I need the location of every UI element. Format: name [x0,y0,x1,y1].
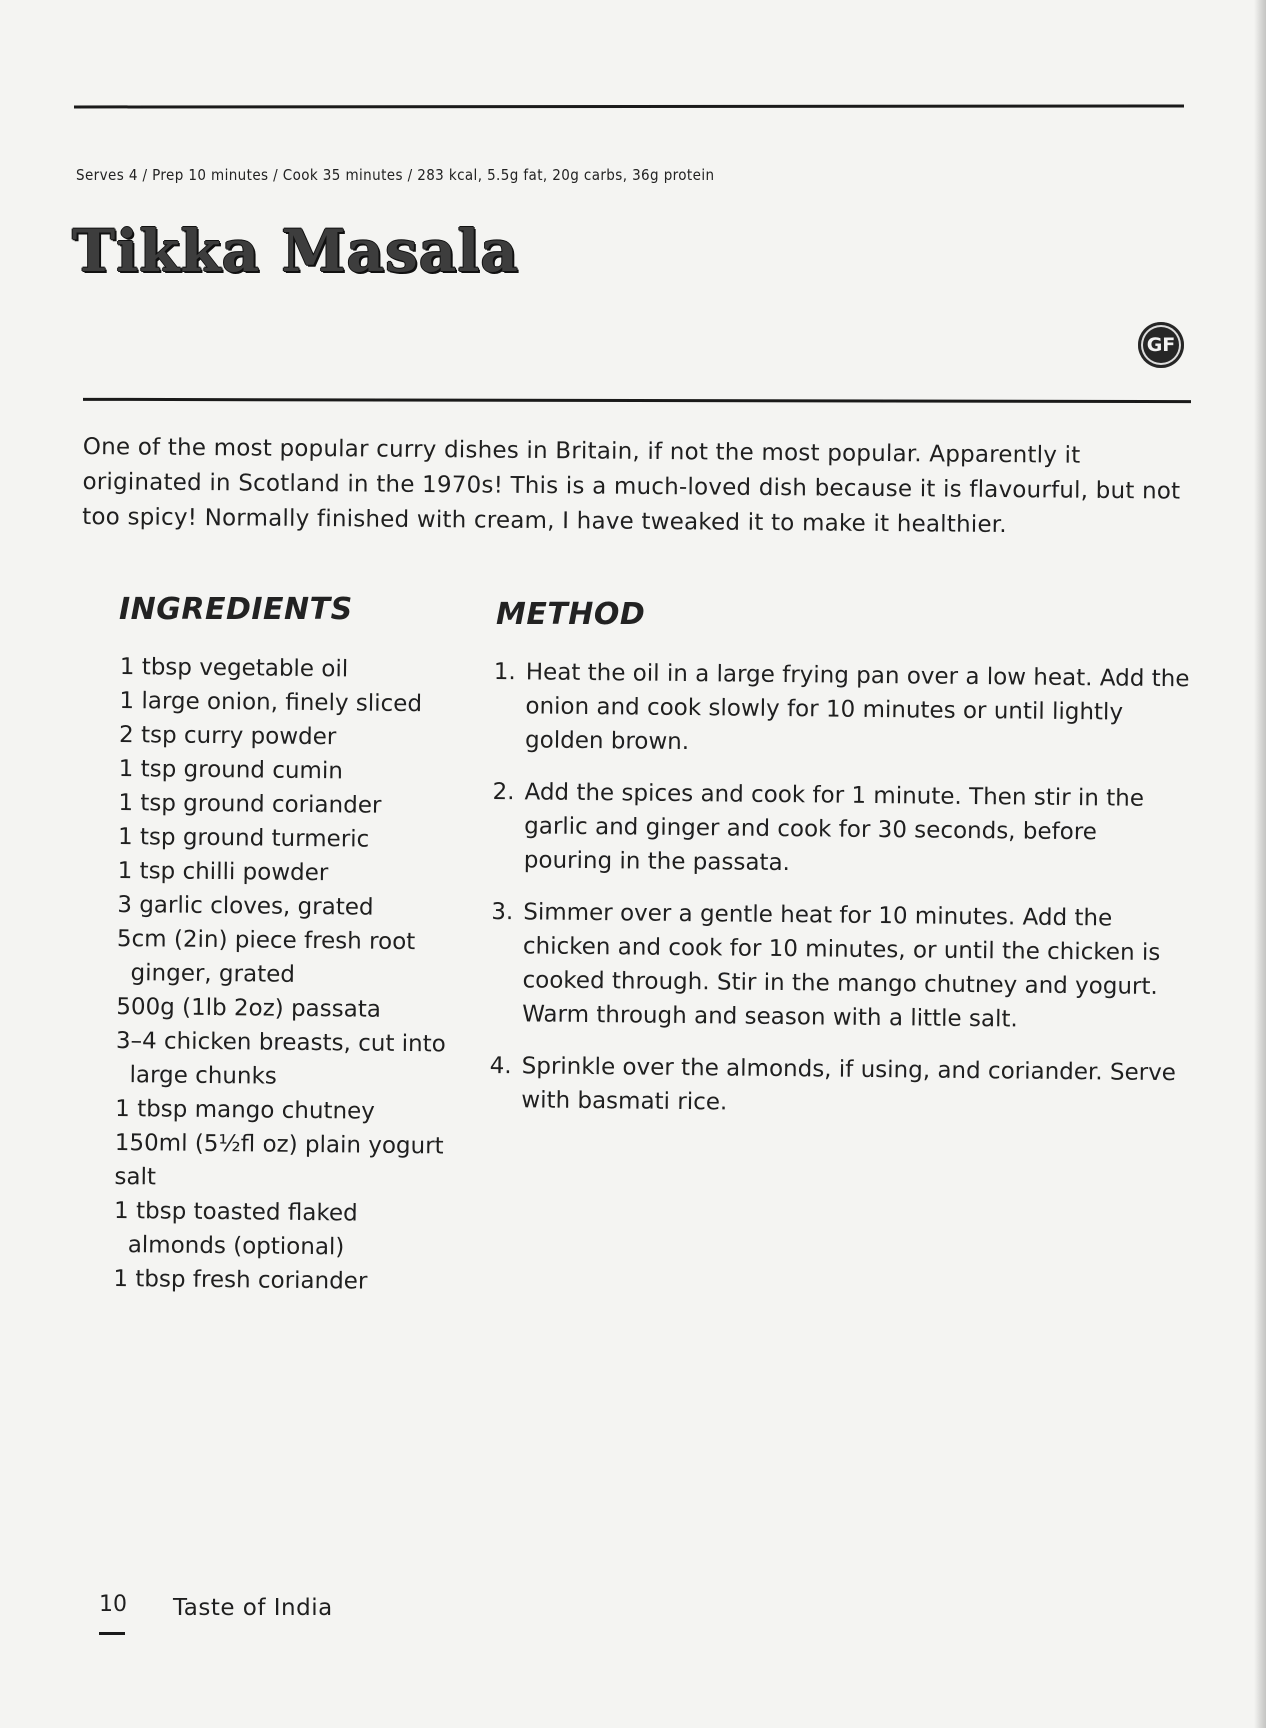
title-divider [83,398,1191,403]
gluten-free-badge: GF [1138,322,1184,368]
step-text: Sprinkle over the almonds, if using, and coriander. Serve with basmati rice. [521,1053,1177,1116]
method-step [492,775,1193,884]
step-text: Simmer over a gentle heat for 10 minutes. Add the chicken and cook for 10 minutes, or until the chicken is cooked through. Stir in the mango chutney and yogurt. Warm through and season with a little salt. [522,899,1161,1033]
ingredient-item: 2 tsp curry powder [118,721,337,751]
ingredient-item: 1 tsp ground coriander [118,789,382,819]
ingredient-item: 3 garlic cloves, grated [117,891,374,921]
page-number-underline [99,1632,125,1635]
recipe-title: Tikka Masala [72,217,519,285]
page-edge [1254,0,1266,1728]
page-number: 10 [99,1592,127,1617]
method-step [489,1049,1190,1124]
ingredient-item: 1 tbsp mango chutney [115,1095,375,1125]
step-number: 3. [491,898,514,926]
ingredient-item: 1 tsp chilli powder [117,857,329,887]
step-number: 2. [492,778,515,806]
method-step [490,895,1191,1038]
ingredient-item: 500g (1lb 2oz) passata [116,993,382,1023]
step-text: Heat the oil in a large frying pan over a low heat. Add the onion and cook slowly for 10 minutes or until lightly golden brown. [524,659,1190,756]
ingredient-item: 1 tbsp vegetable oil [119,653,349,683]
step-text: Add the spices and cook for 1 minute. Then stir in the garlic and ginger and cook for 30 seconds, before pouring in the passata. [523,779,1145,877]
ingredient-item: 3–4 chicken breasts, cut into large chunks [115,1027,446,1090]
recipe-meta: Serves 4 / Prep 10 minutes / Cook 35 minutes / 283 kcal, 5.5g fat, 20g carbs, 36g protein [76,166,715,184]
ingredients-list [113,650,460,1300]
ingredient-item: 1 tbsp toasted flaked almonds (optional) [113,1197,358,1261]
ingredient-item: 150ml (5½fl oz) plain yogurt [114,1129,444,1160]
ingredient-item: salt [114,1163,157,1191]
ingredient-item: 1 large onion, finely sliced [119,687,423,718]
recipe-intro: One of the most popular curry dishes in Britain, if not the most popular. Apparently it originated in Scotland in the 1970s! This is a much-loved dish because it is flavourful, but not too spicy! Normally finished with cream, I have tweaked it to make it healthier. [82,433,1181,539]
method-heading: METHOD [496,597,646,632]
ingredients-heading: INGREDIENTS [119,592,353,627]
method-list [489,655,1194,1142]
step-number: 4. [489,1052,512,1080]
method-step [493,655,1194,764]
ingredient-item: 1 tsp ground cumin [118,755,344,785]
ingredient-item: 1 tbsp fresh coriander [113,1265,368,1295]
ingredient-item: 1 tsp ground turmeric [117,823,370,853]
book-title: Taste of India [173,1595,333,1621]
step-number: 1. [493,658,516,686]
ingredient-item: 5cm (2in) piece fresh root ginger, grated [116,925,416,988]
top-divider [74,105,1184,109]
